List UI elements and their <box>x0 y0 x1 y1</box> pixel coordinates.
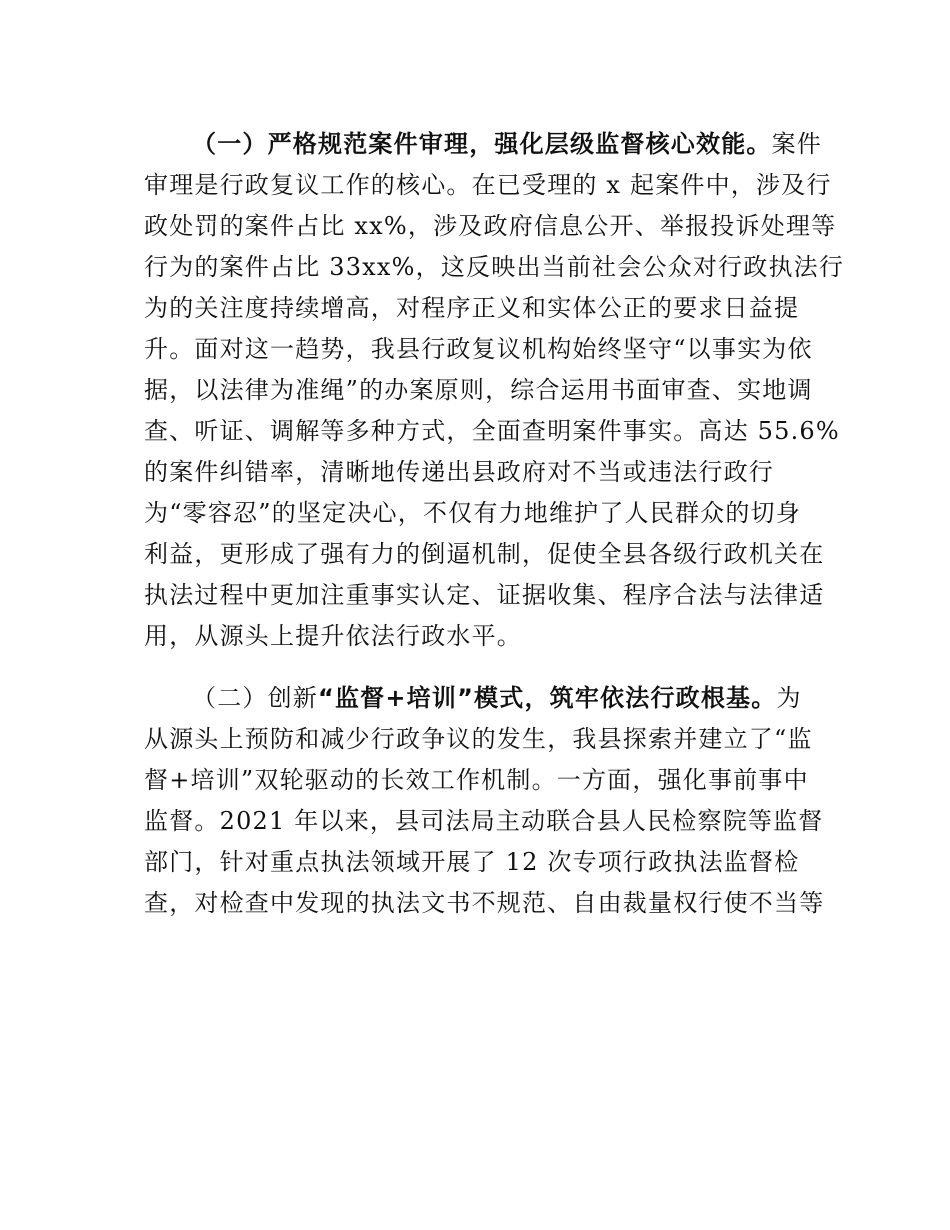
section2-line-5: 查，对检查中发现的执法文书不规范、自由裁量权行使不当等 <box>144 889 825 917</box>
section1-line-3: 行为的案件占比 33xx%，这反映出当前社会公众对行政执法行 <box>144 253 845 281</box>
section2-line-3: 监督。2021 年以来，县司法局主动联合县人民检察院等监督 <box>144 807 824 835</box>
paragraph-gap <box>144 657 812 678</box>
section1-line-8: 的案件纠错率，清晰地传递出县政府对不当或违法行政行 <box>144 458 774 486</box>
section1-line-2: 政处罚的案件占比 xx%，涉及政府信息公开、举报投诉处理等 <box>144 212 837 240</box>
section1-heading: （一）严格规范案件审理，强化层级监督核心效能。 <box>192 130 772 158</box>
document-body <box>144 124 845 924</box>
section2-heading: “监督+培训”模式，筑牢依法行政根基。 <box>318 684 777 712</box>
section1-line-9: 为“零容忍”的坚定决心，不仅有力地维护了人民群众的切身 <box>144 499 801 527</box>
section1-line-0: 案件 <box>771 130 823 158</box>
section1-first-line <box>144 124 823 165</box>
section2-line-1: 从源头上预防和减少行政争议的发生，我县探索并建立了“监 <box>144 725 813 753</box>
section2-prefix: （二）创新 <box>192 684 318 712</box>
section1-line-10: 利益，更形成了强有力的倒逼机制，促使全县各级行政机关在 <box>144 540 825 568</box>
section1-line-12: 用，从源头上提升依法行政水平。 <box>144 622 522 650</box>
section2-line-2: 督+培训”双轮驱动的长效工作机制。一方面，强化事前事中 <box>144 766 809 794</box>
section1-line-5: 升。面对这一趋势，我县行政复议机构始终坚守“以事实为依 <box>144 335 813 363</box>
section1-line-4: 为的关注度持续增高，对程序正义和实体公正的要求日益提 <box>144 294 800 322</box>
section2-line-0: 为 <box>776 684 802 712</box>
section1-line-11: 执法过程中更加注重事实认定、证据收集、程序合法与法律适 <box>144 581 825 609</box>
section1-line-7: 查、听证、调解等多种方式，全面查明案件事实。高达 55.6% <box>144 417 840 445</box>
section1-line-6: 据，以法律为准绳”的办案原则，综合运用书面审查、实地调 <box>144 376 813 404</box>
section2-line-4: 部门，针对重点执法领域开展了 12 次专项行政执法监督检 <box>144 848 800 876</box>
section1-line-1: 审理是行政复议工作的核心。在已受理的 x 起案件中，涉及行 <box>144 171 832 199</box>
section2-first-line <box>144 678 812 719</box>
